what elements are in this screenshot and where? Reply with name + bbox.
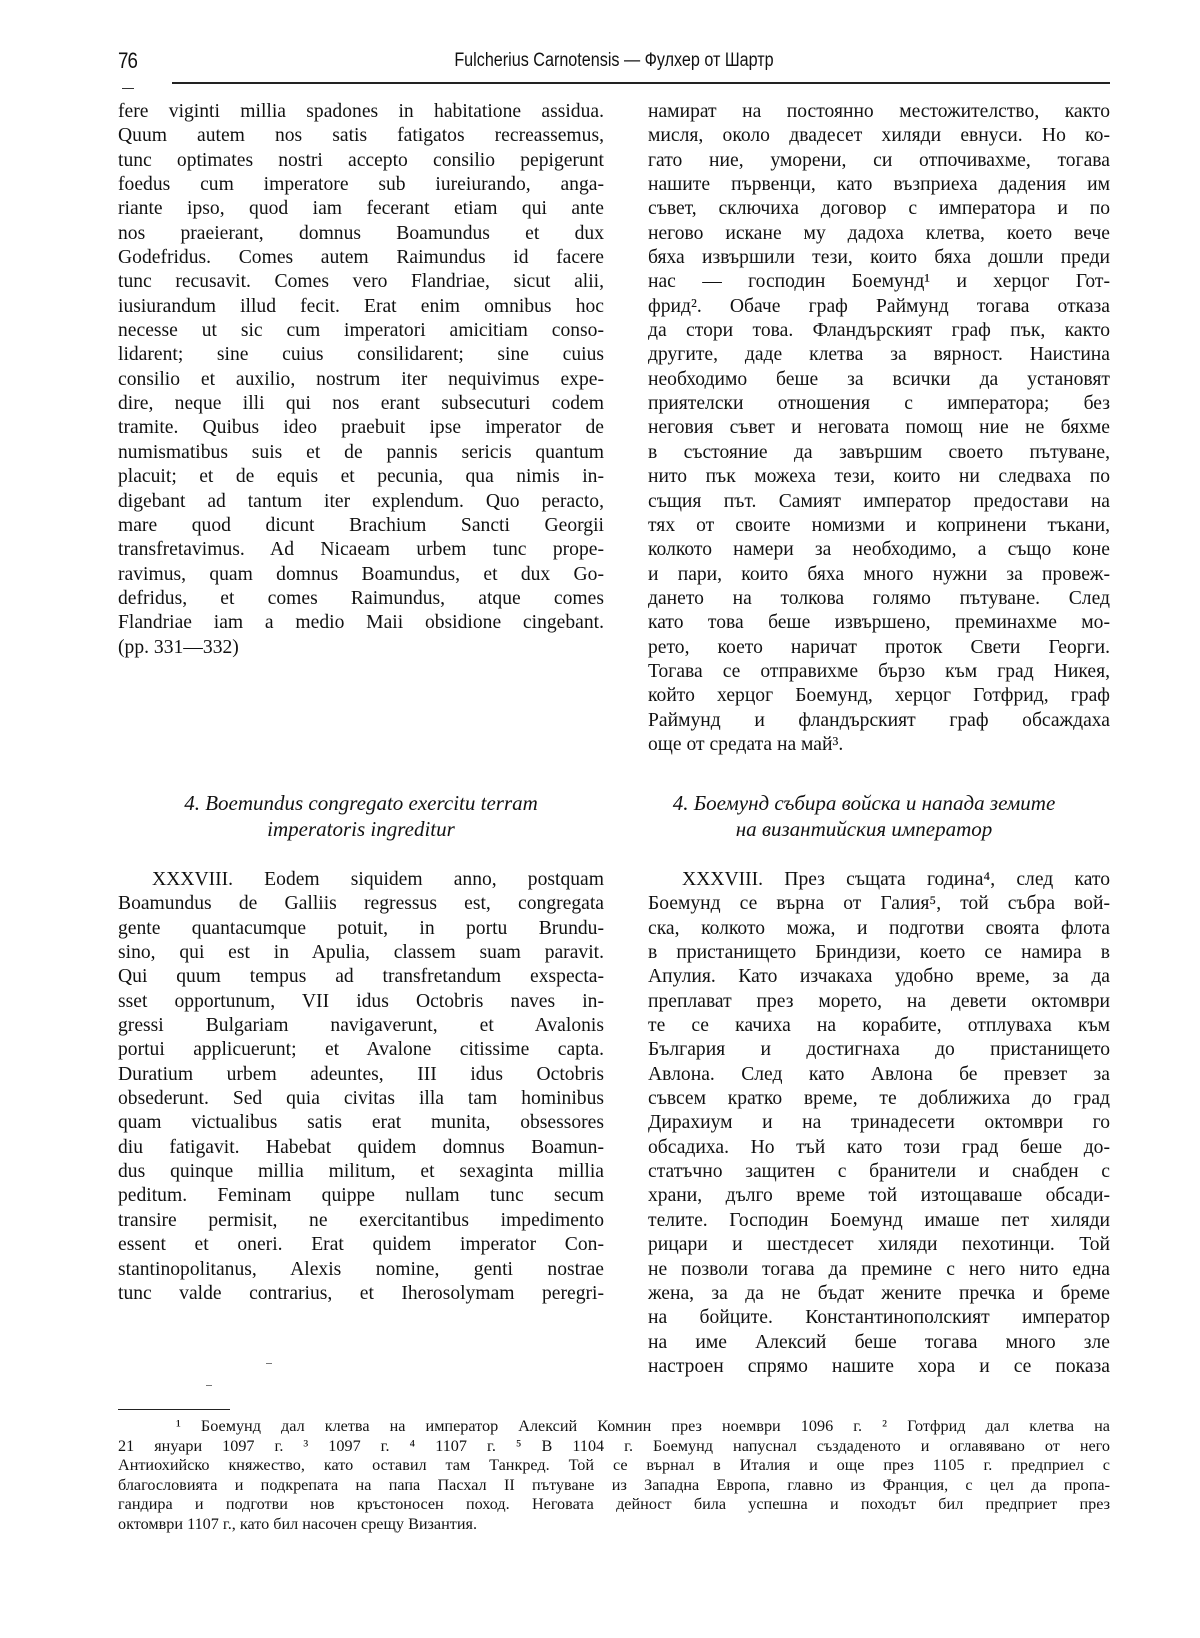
bulgarian-text-bottom bbox=[648, 868, 1110, 1379]
text-line: преплават през морето, на девети октомври bbox=[648, 990, 1110, 1012]
text-line: съвсем кратко време, те доближиха до град bbox=[648, 1088, 1110, 1110]
text-line: Flandriae iam a medio Maii obsidione cingebant. bbox=[118, 612, 604, 634]
text-line: на бойците. Константинополският император bbox=[648, 1307, 1110, 1329]
text-line: XXXVIII. Eodem siquidem anno, postquam bbox=[152, 869, 604, 890]
text-line: digebant ad tantum iter explendum. Quo peracto, bbox=[118, 490, 604, 512]
text-line: като това беше извършено, преминахме мо- bbox=[648, 612, 1110, 634]
text-line: тях от своите номизми и копринени тъкани, bbox=[648, 514, 1110, 536]
text-line: рицари и шестдесет хиляди пехотинци. Той bbox=[648, 1234, 1110, 1256]
scan-speck bbox=[266, 1363, 272, 1364]
page-reference: (pp. 331—332) bbox=[118, 636, 239, 658]
text-line: essent et oneri. Erat quidem imperator Con- bbox=[118, 1234, 604, 1256]
text-line: ска, колкото можа, и подготви своята флота bbox=[648, 917, 1110, 939]
text-line: Тогава се отправихме бързо към град Никея, bbox=[648, 660, 1110, 682]
heading-line: 4. Boemundus congregato exercitu terram bbox=[184, 791, 538, 815]
text-line: sino, qui est in Apulia, classem suam paravit. bbox=[118, 942, 604, 964]
footnotes bbox=[118, 1417, 1110, 1534]
text-line: quam victualibus satis erat munita, obsessores bbox=[118, 1112, 604, 1134]
text-line: неговия съвет и неговата помощ ние не бяхме bbox=[648, 417, 1110, 439]
text-line: в състояние да завършим своето пътуване, bbox=[648, 441, 1110, 463]
text-line: sset opportunum, VII idus Octobris naves in- bbox=[118, 990, 604, 1012]
footnote-rule bbox=[118, 1409, 230, 1410]
text-line: peditum. Feminam quippe nullam tunc secum bbox=[118, 1185, 604, 1207]
footnote-line: 21 януари 1097 г. ³ 1097 г. ⁴ 1107 г. ⁵ В 1104 г. Боемунд напуснал създаденото и оглавявано от него bbox=[118, 1436, 1110, 1455]
text-line: fere viginti millia spadones in habitatione assidua. bbox=[118, 101, 604, 122]
text-line: defridus, et comes Raimundus, atque comes bbox=[118, 587, 604, 609]
footnote-line: Антиохийско княжество, като оставил там Танкред. Той се върнал в Италия и още през 1105 г. предприел с bbox=[118, 1456, 1110, 1474]
text-line: Qui quum tempus ad transfretandum exspecta- bbox=[118, 966, 604, 988]
text-line: настроен спрямо нашите хора и се показа bbox=[648, 1355, 1110, 1377]
text-line: рето, което наричат проток Свети Георги. bbox=[648, 636, 1110, 658]
text-line: Боемунд се върна от Галия⁵, той събра вой- bbox=[648, 893, 1110, 915]
text-line: diu fatigavit. Habebat quidem domnus Boamun- bbox=[118, 1136, 604, 1158]
text-line: обсадиха. Но тъй като този град беше до- bbox=[648, 1136, 1110, 1158]
text-line: фрид². Обаче граф Раймунд тогава отказа bbox=[648, 295, 1110, 317]
text-line: нашите първенци, като възприеха дадения им bbox=[648, 174, 1110, 196]
latin-text-top bbox=[118, 100, 604, 660]
text-line: на име Алексий беше тогава много зле bbox=[648, 1331, 1110, 1353]
text-line: Quum autem nos satis fatigatos recreassemus, bbox=[118, 125, 604, 147]
text-line: tunc recusavit. Comes vero Flandriae, sicut alii, bbox=[118, 271, 604, 293]
text-line: гато ние, уморени, си отпочивахме, тогава bbox=[648, 149, 1110, 171]
text-line: България и достигнаха до пристанището bbox=[648, 1039, 1110, 1061]
text-line: нито пък можеха тези, които ни следваха по bbox=[648, 466, 1110, 488]
text-line: ravimus, quam domnus Boamundus, et dux Go- bbox=[118, 563, 604, 585]
text-line: те се качиха на корабите, отплуваха към bbox=[648, 1015, 1110, 1037]
text-line: Апулия. Като изчакаха удобно време, за да bbox=[648, 966, 1110, 988]
text-line: съвет, сключиха договор с императора и по bbox=[648, 198, 1110, 220]
header-tick bbox=[122, 88, 134, 89]
section-heading-latin bbox=[118, 790, 604, 842]
text-line: gente quantacumque potuit, in portu Brundu- bbox=[118, 917, 604, 939]
text-line: XXXVIII. През същата година⁴, след като bbox=[682, 869, 1110, 890]
text-line: бяха извършили тези, които бяха дошли преди bbox=[648, 247, 1110, 269]
text-line: dire, neque illi qui nos erant subsecuturi codem bbox=[118, 393, 604, 415]
text-line: placuit; et de equis et pecunia, qua nimis in- bbox=[118, 466, 604, 488]
text-line: Авлона. След като Авлона бе превзет за bbox=[648, 1063, 1110, 1085]
bulgarian-text-top bbox=[648, 100, 1110, 757]
footnote-line: октомври 1107 г., като бил насочен срещу Византия. bbox=[118, 1514, 478, 1533]
text-line: приятелски отношения с императора; без bbox=[648, 393, 1110, 415]
text-line: който херцог Боемунд, херцог Готфрид, граф bbox=[648, 685, 1110, 707]
text-line: храни, дълго време той изтощаваше обсади- bbox=[648, 1185, 1110, 1207]
text-line: riante ipso, quod iam fecerant etiam qui ante bbox=[118, 198, 604, 220]
heading-line: 4. Боемунд събира войска и напада земите bbox=[672, 791, 1056, 815]
text-line: dus quinque millia militum, et sexaginta millia bbox=[118, 1161, 604, 1183]
text-line: дането на толкова голямо пътуване. След bbox=[648, 587, 1110, 609]
latin-text-bottom bbox=[118, 868, 604, 1306]
text-line: да стори това. Фландърският граф пък, както bbox=[648, 320, 1110, 342]
text-line: не позволи тогава да премине с него нито една bbox=[648, 1258, 1110, 1280]
text-line: нас — господин Боемунд¹ и херцог Гот- bbox=[648, 271, 1110, 293]
text-line: Duratium urbem adeuntes, III idus Octobris bbox=[118, 1063, 604, 1085]
text-line: негово искане му дадоха клетва, което вече bbox=[648, 222, 1110, 244]
text-line: mare quod dicunt Brachium Sancti Georgii bbox=[118, 514, 604, 536]
text-line: necesse ut sic cum imperatori amicitiam conso- bbox=[118, 320, 604, 342]
text-line: gressi Bulgariam navigaverunt, et Avalonis bbox=[118, 1015, 604, 1037]
header-rule bbox=[172, 82, 1110, 84]
text-line: stantinopolitanus, Alexis nomine, genti nostrae bbox=[118, 1258, 604, 1280]
running-title: Fulcherius Carnotensis — Фулхер от Шартр bbox=[454, 50, 774, 71]
text-line: nos praeierant, domnus Boamundus et dux bbox=[118, 222, 604, 244]
text-line: transire permisit, ne exercitantibus impedimento bbox=[118, 1209, 604, 1231]
text-line: още от средата на май³. bbox=[648, 733, 844, 755]
text-line: Раймунд и фландърският граф обсаждаха bbox=[648, 709, 1110, 731]
text-line: телите. Господин Боемунд имаше пет хиляди bbox=[648, 1209, 1110, 1231]
text-line: transfretavimus. Ad Nicaeam urbem tunc prope- bbox=[118, 539, 604, 561]
text-line: portui applicuerunt; et Avalone citissime capta. bbox=[118, 1039, 604, 1061]
footnote-line: ¹ Боемунд дал клетва на император Алексий Комнин през ноември 1096 г. ² Готфрид дал клетва на bbox=[176, 1417, 1110, 1435]
text-line: мисля, около двадесет хиляди евнуси. Но ко- bbox=[648, 125, 1110, 147]
text-line: numismatibus suis et de pannis sericis quantum bbox=[118, 441, 604, 463]
page-header bbox=[118, 48, 1110, 78]
text-line: Boamundus de Galliis regressus est, congregata bbox=[118, 893, 604, 915]
text-line: статъчно защитен с бранители и снабден с bbox=[648, 1161, 1110, 1183]
heading-line: imperatoris ingreditur bbox=[267, 817, 455, 841]
text-line: Godefridus. Comes autem Raimundus id facere bbox=[118, 247, 604, 269]
heading-line: на византийския император bbox=[735, 817, 993, 841]
page-number: 76 bbox=[118, 48, 138, 73]
section-heading-bulgarian bbox=[618, 790, 1110, 842]
footnote-line: благословията и подкрепата на папа Пасхал II пътуване из Западна Европа, главно из Франция, с цел да пропа- bbox=[118, 1475, 1110, 1494]
text-line: consilio et auxilio, nostrum iter nequivimus expe- bbox=[118, 368, 604, 390]
text-line: tunc valde contrarius, et Iherosolymam peregri- bbox=[118, 1282, 604, 1304]
text-line: намират на постоянно местожителство, както bbox=[648, 101, 1110, 122]
text-line: lidarent; sine cuius consilidarent; sine cuius bbox=[118, 344, 604, 366]
scan-speck bbox=[206, 1385, 212, 1386]
text-line: жена, за да не бъдат жените пречка и бреме bbox=[648, 1282, 1110, 1304]
text-line: същия път. Самият император предостави на bbox=[648, 490, 1110, 512]
text-line: tramite. Quibus ideo praebuit ipse imperator de bbox=[118, 417, 604, 439]
text-line: iusiurandum illud fecit. Erat enim omnibus hoc bbox=[118, 295, 604, 317]
text-line: в пристанището Бриндизи, което се намира в bbox=[648, 942, 1110, 964]
text-line: колкото намери за необходимо, а също коне bbox=[648, 539, 1110, 561]
footnote-line: гандира и подготви нов кръстоносен поход. Неговата дейност била успешна и походът бил предприет през bbox=[118, 1495, 1110, 1513]
text-line: Дирахиум и на тринадесети октомври го bbox=[648, 1112, 1110, 1134]
text-line: obsederunt. Sed quia civitas illa tam hominibus bbox=[118, 1088, 604, 1110]
text-line: tunc optimates nostri accepto consilio pepigerunt bbox=[118, 149, 604, 171]
text-line: foedus cum imperatore sub iureiurando, anga- bbox=[118, 174, 604, 196]
text-line: необходимо беше за всички да установят bbox=[648, 368, 1110, 390]
text-line: и пари, които бяха много нужни за провеж- bbox=[648, 563, 1110, 585]
text-line: другите, даде клетва за вярност. Наистина bbox=[648, 344, 1110, 366]
